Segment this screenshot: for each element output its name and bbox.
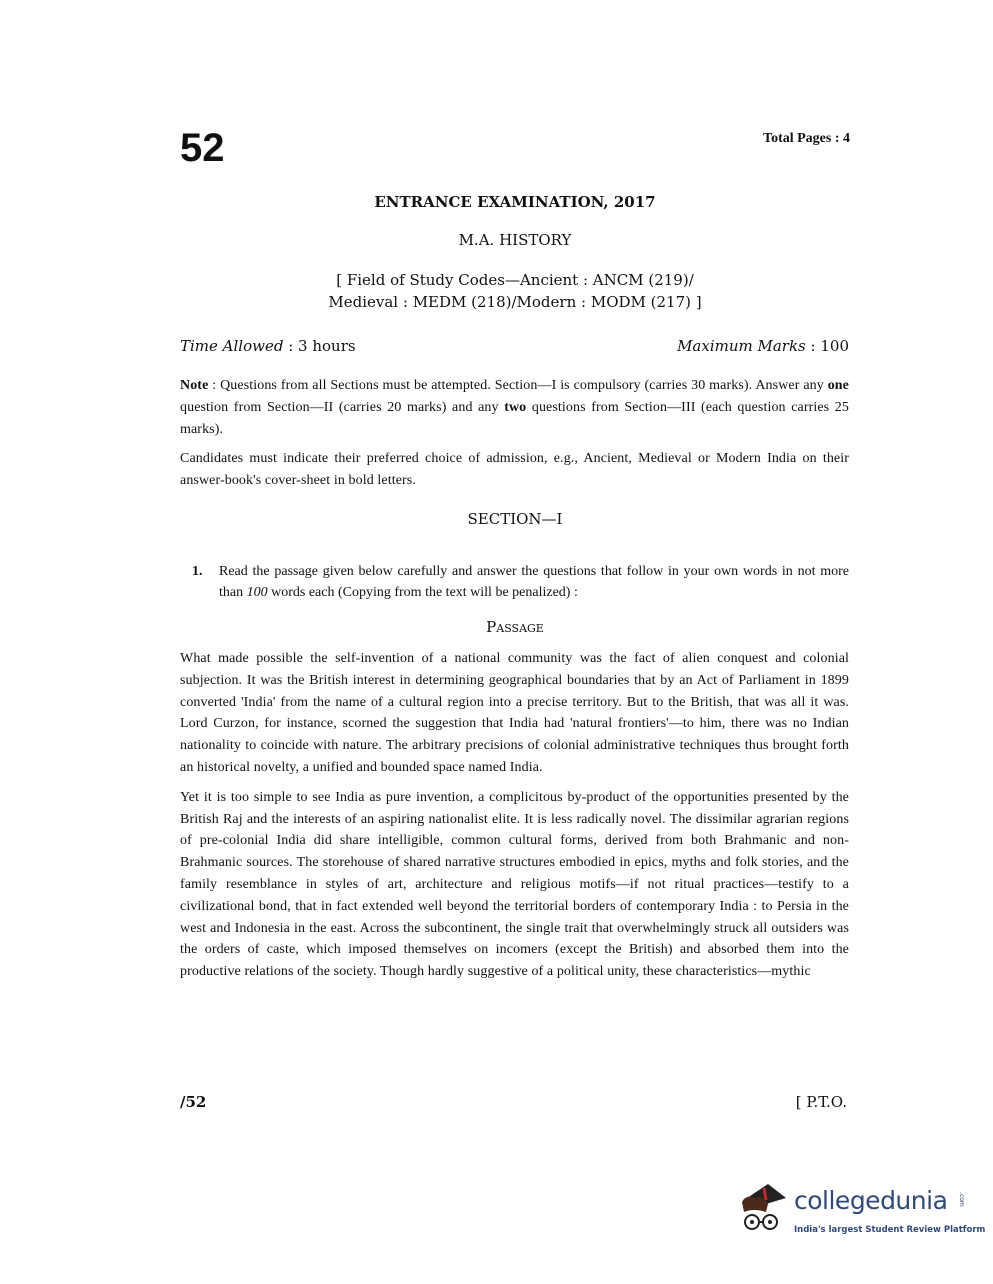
passage-paragraph-2: Yet it is too simple to see India as pure invention, a complicitous by-product of the opportunities presented by the British Raj and the interests of an aspiring nationalist elite. It is less radically novel. The dissimilar agrarian regions of pre-colonial India did share intelligible, common cultural forms, derived from both Brahmanic and non-Brahmanic sources. The storehouse of shared narrative structures embodied in epics, myths and folk stories, and the family resemblance in styles of art, architecture and religious motifs—if not ritual practices—testify to a civilizational bond, that in fact extended well beyond the territorial borders of contemporary India : to Persia in the west and Indonesia in the east. Across the subcontinent, the single trait that overwhelmingly struck all outsiders was the orders of caste, which imposed themselves on incomers (except the British) and absorbed them into the productive relations of the society. Though hardly suggestive of a political unity, these characteristics—mythic	[180, 789, 849, 980]
brand-name: collegedunia	[794, 1186, 948, 1215]
marks-value: : 100	[810, 337, 849, 355]
collegedunia-watermark	[738, 1178, 986, 1248]
question-text-part: words each (Copying from the text will be penalized) :	[267, 585, 578, 600]
passage	[180, 648, 849, 991]
time-value: : 3 hours	[288, 337, 356, 355]
total-pages: Total Pages : 4	[763, 131, 850, 146]
note-bold: two	[504, 399, 527, 415]
instructions	[180, 375, 849, 500]
note-text: questions from Section—III (each question carries 25 marks).	[180, 399, 849, 437]
paper-code: 52	[180, 126, 225, 170]
mascot-icon	[738, 1178, 790, 1242]
note	[180, 375, 849, 440]
candidates-instruction: Candidates must indicate their preferred choice of admission, e.g., Ancient, Medieval or Modern India on their answer-book's cover-sheet in bold letters.	[180, 451, 849, 489]
word-limit: 100	[246, 585, 268, 600]
time-allowed	[180, 337, 356, 355]
section-heading: SECTION—I	[467, 510, 563, 528]
note-text: : Questions from all Sections must be attempted. Section—I is compulsory (carries 30 marks). Answer any	[208, 378, 828, 393]
passage-paragraph-1: What made possible the self-invention of a national community was the fact of alien conquest and colonial subjection. It was the British interest in determining geographical boundaries that by an Act of Parliament in 1899 converted 'India' from the name of a cultural region into a precise territory. But to the British, that was all it was. Lord Curzon, for instance, scorned the suggestion that India had 'natural frontiers'—to him, there was no Indian nationality to coincide with nature. The arbitrary precisions of colonial administrative techniques thus brought forth an historical novelty, a unified and bounded space named India.	[180, 651, 849, 775]
time-label: Time Allowed	[180, 337, 284, 355]
marks-label: Maximum Marks	[677, 337, 806, 355]
subject-title: M.A. HISTORY	[458, 231, 572, 249]
brand-tagline: India's largest Student Review Platform	[794, 1225, 986, 1235]
question-1	[192, 561, 849, 603]
maximum-marks	[677, 337, 849, 355]
codes-line-2: Medieval : MEDM (218)/Modern : MODM (217) ]	[328, 293, 702, 311]
note-text: question from Section—II (carries 20 marks) and any	[180, 399, 505, 415]
footer-code: /52	[180, 1093, 207, 1111]
passage-heading: Passage	[486, 618, 544, 636]
question-text-part: Read the passage given below carefully and answer the questions that follow in your own words in not more than	[219, 564, 849, 600]
codes-line-1: [ Field of Study Codes—Ancient : ANCM (219)/	[336, 271, 694, 289]
note-label: Note	[180, 378, 209, 393]
note-bold: one	[827, 378, 849, 393]
question-number: 1.	[192, 564, 203, 579]
question-text	[219, 561, 849, 603]
brand-suffix: .com	[958, 1192, 965, 1207]
pto: [ P.T.O.	[795, 1093, 847, 1111]
exam-title: ENTRANCE EXAMINATION, 2017	[374, 193, 656, 211]
